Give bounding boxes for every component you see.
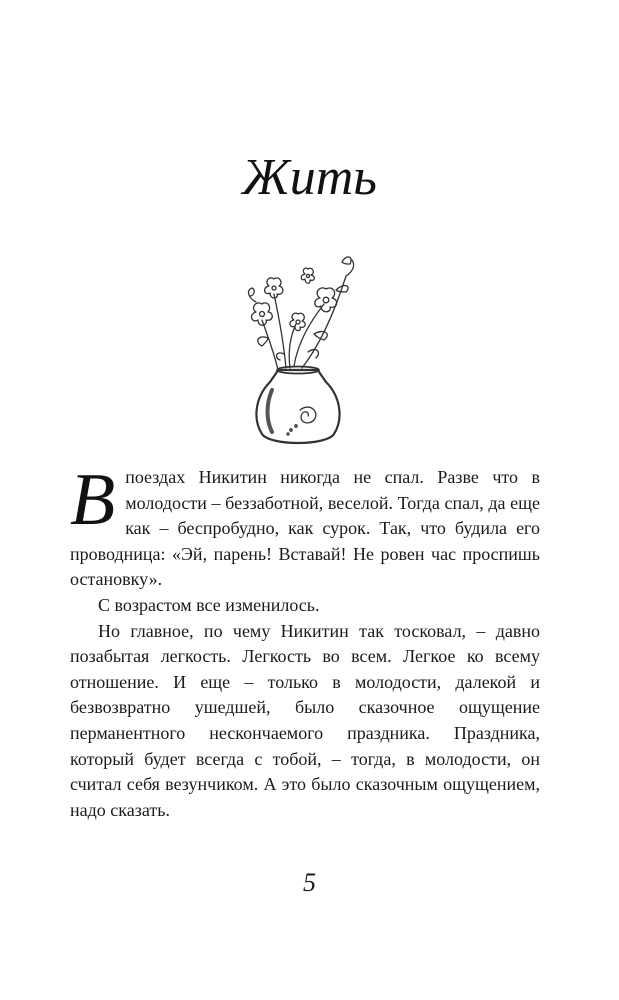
paragraph: С возрастом все изменилось. bbox=[98, 594, 320, 615]
drop-cap: В bbox=[70, 459, 116, 541]
body-text bbox=[70, 459, 540, 823]
paragraph bbox=[70, 459, 540, 593]
paragraph-text: поездах Никитин никогда не спал. Разве что в молодости – беззаботной, веселой. Тогда спал, да еще как – беспробудно, как сурок. Так, что будила его проводница: «Эй, парень! Вставай! Не ровен час проспишь остановку». bbox=[70, 467, 540, 590]
page-number: 5 bbox=[303, 868, 316, 897]
paragraph: Но главное, по чему Никитин так тосковал, – давно позабытая легкость. Легкость во всем. Легкое ко всему отношение. И еще – только в молодости, далекой и безвозвратно ушедшей, было сказочное ощущение перманентного нескончаемого праздника. Праздника, который будет всегда с тобой, – тогда, в молодости, он считал себя везунчиком. А это было сказочным ощущением, надо сказать. bbox=[70, 620, 540, 820]
flower-vase-icon bbox=[228, 242, 368, 452]
chapter-title: Жить bbox=[242, 149, 377, 206]
